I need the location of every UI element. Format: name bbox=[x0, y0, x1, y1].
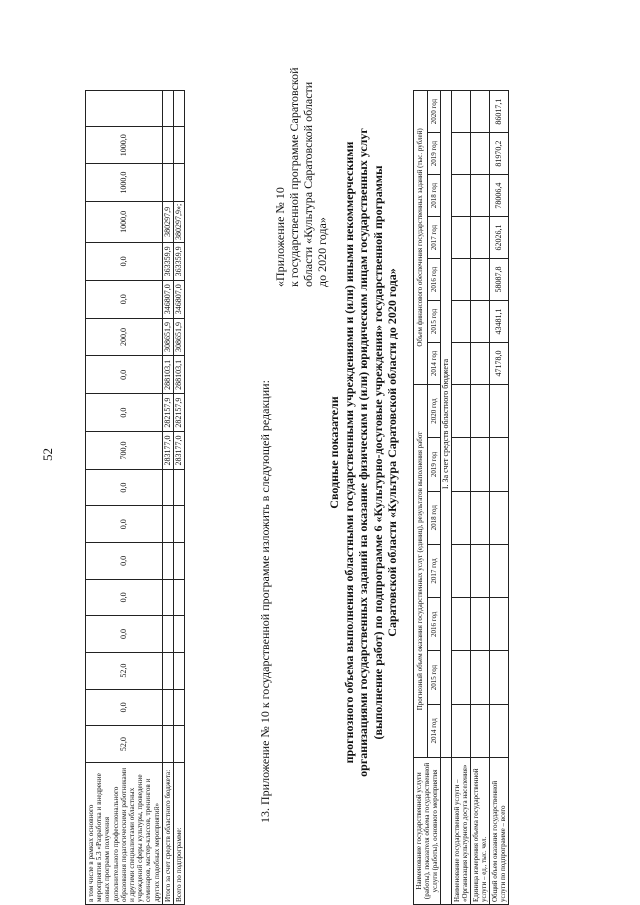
table-cell-label: в том числе в рамках основного мероприятия 5.3 «Разработка и внедрение новых программ получения дополнительного профессионального образования педагогическими работниками и другими специалистами областных учреждений сферы культуры, проведение семинаров, мастер-классов, тренингов и других подобных мероприятий» bbox=[86, 762, 163, 904]
table-cell: 380297,9»; bbox=[174, 201, 185, 242]
table-header-row bbox=[414, 91, 428, 905]
table-row bbox=[162, 91, 173, 905]
title-line: Саратовской области «Культура Саратовской области до 2020 года» bbox=[385, 268, 399, 637]
table-cell bbox=[174, 652, 185, 689]
year-header: 2018 год bbox=[427, 491, 441, 544]
table-cell bbox=[174, 469, 185, 506]
table-cell bbox=[86, 91, 163, 127]
year-header: 2016 год bbox=[427, 259, 441, 301]
table-cell bbox=[162, 91, 173, 127]
table-cell: 81970,2 bbox=[490, 133, 509, 175]
table-cell bbox=[174, 579, 185, 616]
table-cell: 0,0 bbox=[86, 356, 163, 394]
table-cell: 0,0 bbox=[86, 280, 163, 318]
table-cell: 346807,0 bbox=[162, 280, 173, 318]
row-label: Наименование государственной услуги – «Организация культурного досуга населения» bbox=[452, 758, 471, 905]
table-cell: 288103,1 bbox=[174, 356, 185, 394]
year-header: 2015 год bbox=[427, 651, 441, 704]
table-cell: 58087,8 bbox=[490, 259, 509, 301]
table-cell: 380297,9 bbox=[162, 201, 173, 242]
column-header-finance: Объем финансового обеспечения государственных заданий (тыс. рублей) bbox=[414, 91, 428, 385]
appendix-line: до 2020 года» bbox=[315, 217, 329, 287]
table-cell: 52,0 bbox=[86, 652, 163, 689]
table-cell bbox=[162, 616, 173, 653]
table-cell: 86017,1 bbox=[490, 91, 509, 133]
table-cell: 0,0 bbox=[86, 616, 163, 653]
year-header: 2019 год bbox=[427, 133, 441, 175]
table-cell: 52,0 bbox=[86, 726, 163, 763]
table-cell: 308651,9 bbox=[174, 318, 185, 356]
year-header: 2020 год bbox=[427, 384, 441, 437]
appendix-header bbox=[273, 67, 329, 287]
table-cell: 0,0 bbox=[86, 469, 163, 506]
table-cell bbox=[162, 726, 173, 763]
table-cell bbox=[162, 689, 173, 726]
top-table bbox=[85, 90, 185, 905]
year-header: 2019 год bbox=[427, 438, 441, 491]
table-cell: 1000,0 bbox=[86, 164, 163, 201]
table-cell bbox=[174, 689, 185, 726]
table-cell bbox=[174, 164, 185, 201]
year-header: 2016 год bbox=[427, 598, 441, 651]
table-cell bbox=[174, 127, 185, 164]
appendix-line: к государственной программе Саратовской bbox=[287, 67, 301, 287]
table-row bbox=[471, 91, 490, 905]
table-cell bbox=[174, 616, 185, 653]
table-cell: 282157,9 bbox=[162, 394, 173, 432]
table-cell: 363359,9 bbox=[174, 242, 185, 280]
table-cell: 0,0 bbox=[86, 506, 163, 543]
appendix-line: области «Культура Саратовской области bbox=[301, 81, 315, 287]
table-cell: 0,0 bbox=[86, 543, 163, 580]
section-row bbox=[441, 91, 452, 905]
table-row bbox=[452, 91, 471, 905]
amendment-item-text: 13. Приложение № 10 к государственной программе изложить в следующей редакции: bbox=[258, 380, 272, 823]
table-cell: 43481,1 bbox=[490, 301, 509, 343]
year-header: 2014 год bbox=[427, 704, 441, 757]
table-cell: 78006,4 bbox=[490, 175, 509, 217]
year-header: 2018 год bbox=[427, 175, 441, 217]
column-header-name: Наименование государственной услуги (работы), показателя объема государственной услуги (работы), основного мероприятия bbox=[414, 758, 441, 905]
table-cell bbox=[162, 652, 173, 689]
year-header: 2014 год bbox=[427, 342, 441, 384]
title-line: организациями государственных заданий на оказание физическим и (или) юридическим лицам государственных услуг bbox=[356, 128, 370, 777]
table-cell bbox=[174, 506, 185, 543]
table-cell: 283177,0 bbox=[162, 432, 173, 470]
page-number: 52 bbox=[40, 448, 55, 461]
row-label: Общий объем оказания государственной услуги по подпрограмме – всего bbox=[490, 758, 509, 905]
indicators-table bbox=[413, 90, 509, 905]
table-cell: 288103,1 bbox=[162, 356, 173, 394]
table-cell: 308651,9 bbox=[162, 318, 173, 356]
table-cell: 200,0 bbox=[86, 318, 163, 356]
table-row bbox=[490, 91, 509, 905]
table-cell: 0,0 bbox=[86, 689, 163, 726]
table-cell: 1000,0 bbox=[86, 201, 163, 242]
table-cell bbox=[174, 543, 185, 580]
table-cell: 700,0 bbox=[86, 432, 163, 470]
row-label: Единица измерения объема государственной услуги – ед., тыс. чел. bbox=[471, 758, 490, 905]
title-line: (выполнение работ) по подпрограмме 6 «Культурно-досуговые учреждения» государственной программы bbox=[370, 165, 385, 740]
table-cell bbox=[162, 543, 173, 580]
table-cell bbox=[174, 91, 185, 127]
table-cell-label: Итого за счет средств областного бюджета: bbox=[162, 762, 173, 904]
table-cell bbox=[162, 164, 173, 201]
year-header: 2017 год bbox=[427, 217, 441, 259]
table-cell: 0,0 bbox=[86, 394, 163, 432]
table-cell-label: Всего по подпрограмме: bbox=[174, 762, 185, 904]
appendix-line: «Приложение № 10 bbox=[273, 187, 287, 287]
table-cell bbox=[162, 469, 173, 506]
table-cell: 47178,0 bbox=[490, 342, 509, 384]
year-header: 2017 год bbox=[427, 544, 441, 597]
table-cell: 62026,1 bbox=[490, 217, 509, 259]
table-cell: 363359,9 bbox=[162, 242, 173, 280]
section-title: I. За счет средств областного бюджета bbox=[441, 91, 452, 758]
table-cell bbox=[162, 506, 173, 543]
table-cell bbox=[162, 579, 173, 616]
title-line: прогнозного объема выполнения областными государственными учреждениями и (или) иными некоммерческими bbox=[341, 141, 356, 764]
table-cell: 0,0 bbox=[86, 242, 163, 280]
table-cell bbox=[174, 726, 185, 763]
table-cell: 0,0 bbox=[86, 579, 163, 616]
title-line: Сводные показатели bbox=[327, 396, 341, 509]
table-cell bbox=[162, 127, 173, 164]
table-row bbox=[86, 91, 163, 905]
table-cell: 346807,0 bbox=[174, 280, 185, 318]
column-header-volume: Прогнозный объем оказания государственных услуг (единиц), результатов выполнения работ bbox=[414, 384, 428, 757]
table-cell: 282157,9 bbox=[174, 394, 185, 432]
table-cell: 1000,0 bbox=[86, 127, 163, 164]
document-title bbox=[327, 0, 400, 905]
year-header: 2020 год bbox=[427, 91, 441, 133]
table-row bbox=[174, 91, 185, 905]
table-cell: 283177,0 bbox=[174, 432, 185, 470]
year-header: 2015 год bbox=[427, 301, 441, 343]
